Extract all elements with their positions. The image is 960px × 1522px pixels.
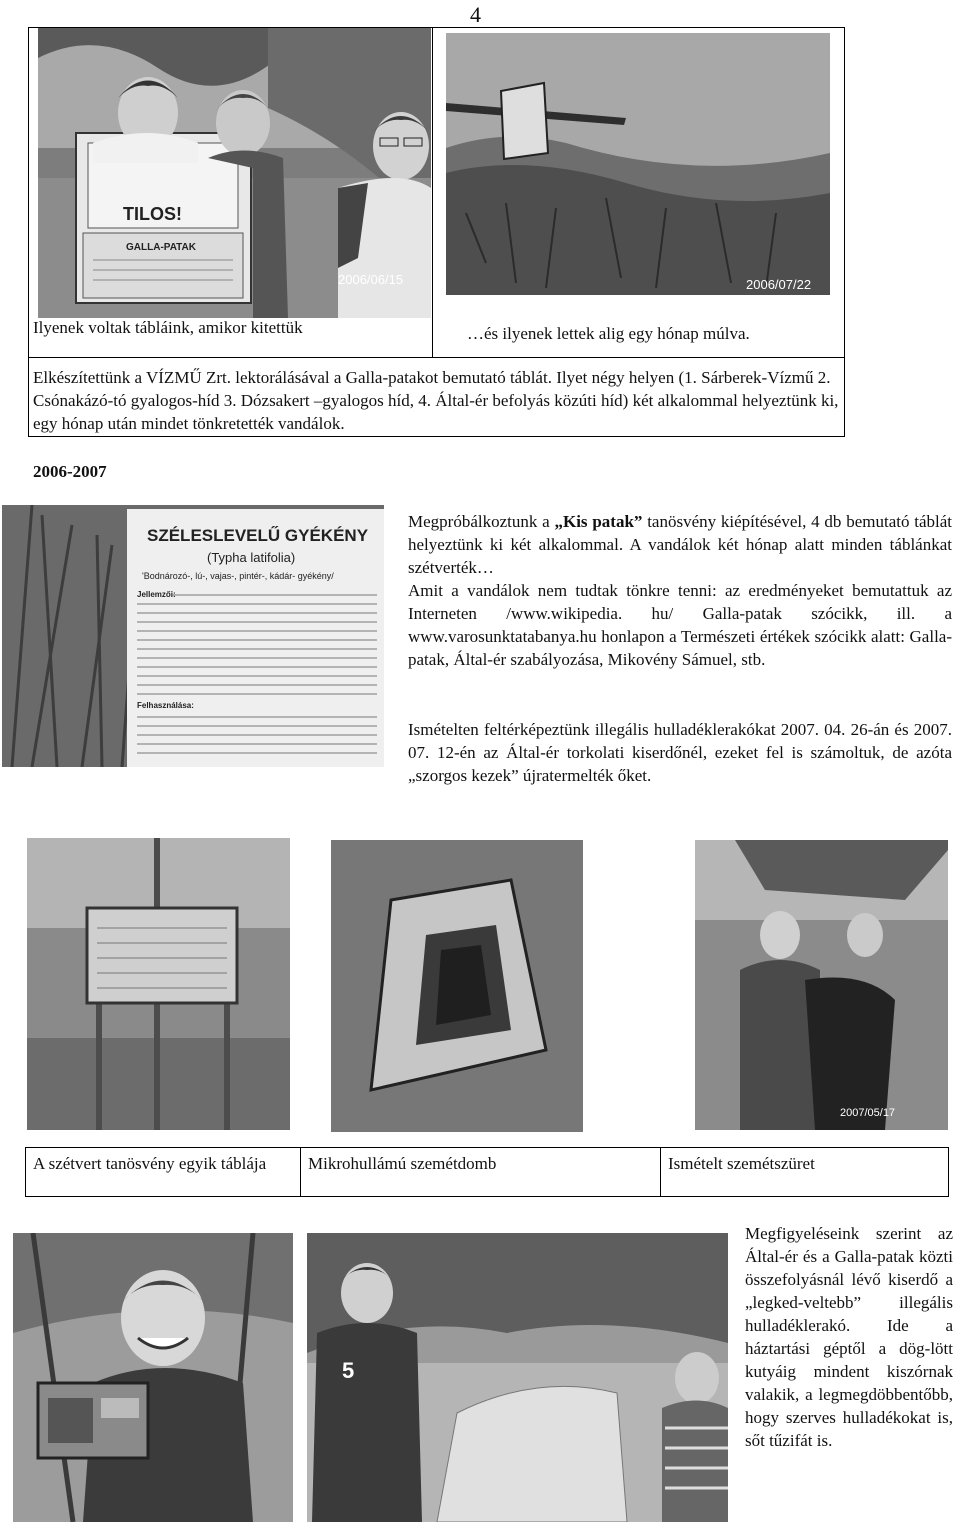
photo-broken-sign-in-water [446, 33, 830, 295]
photo-microwave-dump [331, 840, 583, 1132]
tilos-sign-text: TILOS! [123, 204, 182, 224]
plant-sign-subtitle: (Typha latifolia) [207, 550, 296, 565]
plant-sign-title: SZÉLESLEVELŰ GYÉKÉNY [147, 526, 369, 545]
plant-sign-section-a: Jellemzői: [137, 590, 176, 599]
paragraph-kis-patak [408, 510, 952, 579]
photo3-date-stamp: 2007/05/17 [840, 1107, 896, 1119]
galla-sign-text: GALLA-PATAK [126, 242, 196, 253]
section1-description: Elkészítettünk a VÍZMŰ Zrt. lektorálásával a Galla-patakot bemutató táblát. Ilyet négy helyen (1. Sárberek-Vízmű 2. Csónakázó-tó gyalogos-híd 3. Dózsakert –gyalogos híd, 4. Által-ér befolyás közúti híd) két alkalommal helyeztünk ki, egy hónap után mindet tönkretették vandálok. [33, 368, 839, 433]
photo1-date-stamp: 2006/06/15 [338, 272, 404, 287]
paragraph-illegal-dumps: Ismételten feltérképeztünk illegális hulladéklerakókat 2007. 04. 26-án és 2007. 07. 12-én az Által-ér torkolati kiserdőnél, ezeket fel is számoltuk, de azóta „szorgos kezek” újratermelték őket. [408, 720, 952, 785]
page-number: 4 [470, 2, 481, 27]
photo-smashed-trail-sign [27, 838, 290, 1130]
para1-pre: Megpróbálkoztunk a [408, 512, 555, 531]
caption-smashed-sign: A szétvert tanösvény egyik táblája [33, 1154, 267, 1173]
paragraph-internet-results: Amit a vandálok nem tudtak tönkre tenni: az eredményeket bemutattuk az Interneten /www.wikipedia. hu/ Galla-patak szócikk, ill. a www.varosunktatabanya.hu honlapon a Természeti értékek szócikk alatt: Galla-patak, Által-ér szabályozása, Mikovény Sámuel, stb. [408, 581, 952, 669]
caption-tables-when-placed: Ilyenek voltak tábláink, amikor kitettük [33, 318, 303, 337]
photo2-date-stamp: 2006/07/22 [746, 277, 812, 292]
photo-boy-with-radio [13, 1233, 293, 1522]
photo-garbage-collection [695, 840, 948, 1130]
plant-sign-subtitle2: 'Bodnározó-, lú-, vajas-, pintér-, kádár- gyékény/ [142, 571, 334, 581]
captions-divider-2 [660, 1147, 661, 1197]
photo-plant-info-sign [2, 505, 384, 767]
photo-boys-with-bag [307, 1233, 728, 1522]
caption-microwave-dump: Mikrohullámú szemétdomb [308, 1154, 497, 1173]
section1-vertical-divider [432, 27, 433, 357]
section1-horizontal-divider [28, 357, 845, 358]
shirt-number: 5 [342, 1358, 355, 1383]
paragraph-observations: Megfigyeléseink szerint az Által-ér és a Galla-patak közti összefolyásnál lévő kiserdő a „legked-veltebb” illegális hulladéklerakó. Ide a háztartási géptől a dög-lött kutyáig mindent kiszórnak valakik, a legmegdöbbentőbb, hogy szerves hulladékokat is, sőt tűzifát is. [745, 1224, 953, 1450]
caption-tables-after-month: …és ilyenek lettek alig egy hónap múlva. [467, 324, 750, 343]
caption-garbage-collection: Ismételt szemétszüret [668, 1154, 815, 1173]
plant-sign-section-b: Felhasználása: [137, 701, 194, 710]
year-heading: 2006-2007 [33, 462, 107, 481]
captions-divider-1 [300, 1147, 301, 1197]
para1-bold: „Kis patak” [554, 512, 643, 531]
para1-post: tanösvény kiépítésével, 4 db bemutató táblát helyeztünk ki két alkalommal. A vandálok két hónap alatt minden táblánkat szétverték… [408, 512, 953, 577]
photo-boys-with-sign [38, 28, 431, 318]
